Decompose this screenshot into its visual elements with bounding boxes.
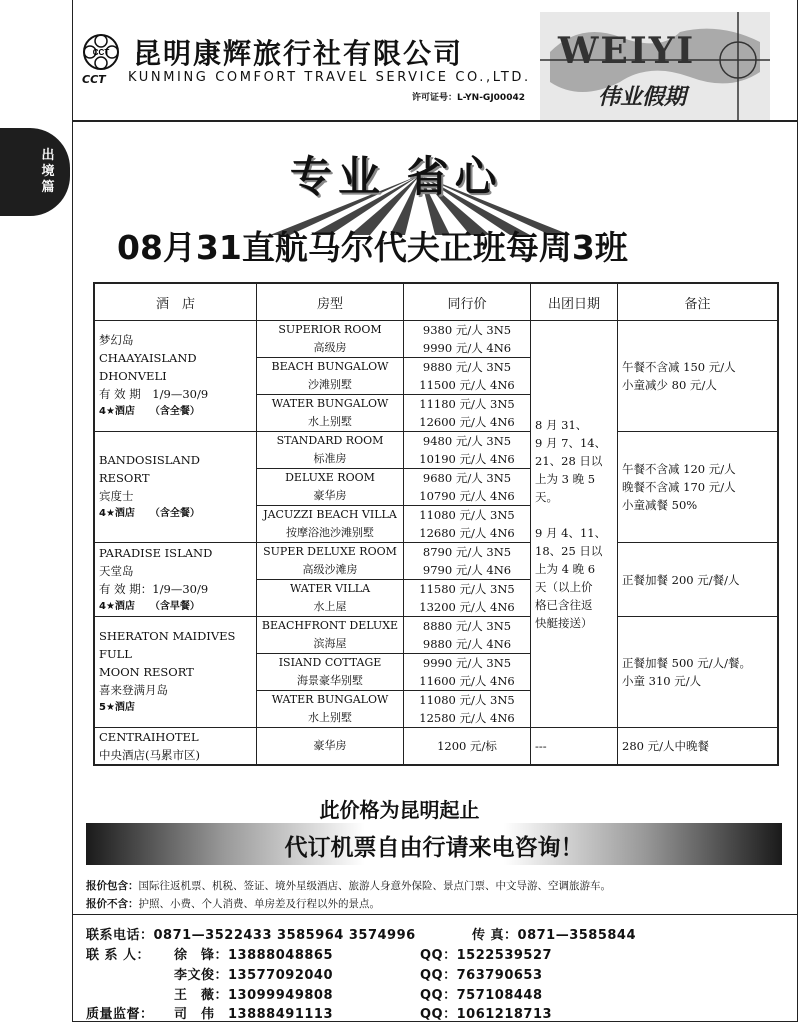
room-cell: 豪华房: [257, 728, 404, 766]
note-cell: 正餐加餐 200 元/餐/人: [618, 543, 779, 617]
col-header-note: 备注: [618, 283, 779, 321]
room-cell: WATER BUNGALOW 水上别墅: [257, 395, 404, 432]
table-row: [94, 321, 778, 358]
hotel-star: 4★酒店 （含全餐）: [99, 508, 200, 519]
table-header-row: [94, 283, 778, 321]
table-row: [94, 543, 778, 580]
departure-date-cell: ---: [531, 728, 618, 766]
price-cell: 11180 元/人 3N5 12600 元/人 4N6: [404, 395, 531, 432]
note-cell: 正餐加餐 500 元/人/餐。 小童 310 元/人: [618, 617, 779, 728]
side-tab-label: 出境篇: [41, 148, 55, 195]
hotel-name-en: PARADISE ISLAND: [99, 545, 213, 560]
side-tab: [0, 128, 70, 216]
price-cell: 8790 元/人 3N5 9790 元/人 4N6: [404, 543, 531, 580]
hotel-cell: [94, 617, 257, 728]
room-cell: JACUZZI BEACH VILLA 按摩浴池沙滩别墅: [257, 506, 404, 543]
hotel-validity: 有 效 期 1/9—30/9: [99, 387, 209, 401]
hotel-name-cn: 喜来登满月岛: [99, 683, 168, 697]
contact-name: 司 伟 13888491113: [174, 1007, 333, 1022]
hotel-name-en: CHAAYAISLAND DHONVELI: [99, 351, 197, 383]
hotel-cell: [94, 432, 257, 543]
banner: [86, 823, 782, 865]
hotel-name-en: SHERATON MAIDIVES FULL: [99, 629, 236, 661]
contact-name: 徐 锋：13888048865: [174, 948, 333, 963]
room-cell: SUPER DELUXE ROOM 高级沙滩房: [257, 543, 404, 580]
price-cell: 11580 元/人 3N5 13200 元/人 4N6: [404, 580, 531, 617]
note-cell: 午餐不含减 120 元/人 晚餐不含减 170 元/人 小童减餐 50%: [618, 432, 779, 543]
contact-qq: QQ：1061218713: [420, 1007, 553, 1022]
hotel-name-cn: 梦幻岛: [99, 333, 134, 347]
note-cell: 午餐不含减 150 元/人 小童减少 80 元/人: [618, 321, 779, 432]
logo-text: CCT: [82, 73, 106, 86]
room-cell: WATER BUNGALOW 水上别墅: [257, 691, 404, 728]
svg-text:CCT: CCT: [92, 48, 110, 57]
hotel-name-cn: 天堂岛: [99, 563, 134, 578]
contact-label: 联 系 人：: [86, 948, 151, 963]
price-cell: 1200 元/标: [404, 728, 531, 766]
hotel-cell: [94, 543, 257, 617]
header-divider: [72, 120, 798, 122]
room-cell: BEACH BUNGALOW 沙滩别墅: [257, 358, 404, 395]
note-cell: 280 元/人中晚餐: [618, 728, 779, 766]
price-cell: 9480 元/人 3N5 10190 元/人 4N6: [404, 432, 531, 469]
brand-logo-cn: 伟业假期: [598, 85, 687, 110]
price-cell: 11080 元/人 3N5 12580 元/人 4N6: [404, 691, 531, 728]
cct-logo-icon: [82, 33, 120, 71]
hotel-name-cn: 中央酒店(马累市区): [99, 748, 200, 762]
departure-dates-cell: 8 月 31、 9 月 7、14、 21、28 日以 上为 3 晚 5 天。 9 月 4、11、 18、25 日以 上为 4 晚 6 天（以上价 格已含往返 快艇接送）: [531, 321, 618, 728]
price-cell: 11080 元/人 3N5 12680 元/人 4N6: [404, 506, 531, 543]
headline: 08月31直航马尔代夫正班每周3班: [117, 228, 628, 267]
room-cell: DELUXE ROOM 豪华房: [257, 469, 404, 506]
room-cell: STANDARD ROOM 标准房: [257, 432, 404, 469]
table-row: [94, 617, 778, 654]
col-header-hotel: 酒 店: [94, 283, 257, 321]
contact-qq: QQ：1522539527: [420, 948, 553, 963]
room-cell: BEACHFRONT DELUXE 滨海屋: [257, 617, 404, 654]
hotel-validity: 有 效 期：1/9—30/9: [99, 581, 209, 596]
hotel-star: 4★酒店 （含全餐）: [99, 406, 200, 417]
hotel-name-en-2: MOON RESORT: [99, 665, 194, 679]
price-cell: 8880 元/人 3N5 9880 元/人 4N6: [404, 617, 531, 654]
brand-logo-en: WEIYI: [558, 30, 696, 72]
license-number: 许可证号：L-YN-GJ00042: [412, 93, 525, 103]
col-header-date: 出团日期: [531, 283, 618, 321]
table-row: [94, 728, 778, 766]
company-name-en: KUNMING COMFORT TRAVEL SERVICE CO.,LTD.: [128, 70, 531, 85]
hotel-cell: [94, 321, 257, 432]
hotel-star: 5★酒店: [99, 702, 135, 713]
departure-note: 此价格为昆明起止: [319, 798, 480, 822]
excludes-line: 报价不含：护照、小费、个人消费、单房差及行程以外的景点。: [86, 898, 380, 910]
contact-qq: QQ：757108448: [420, 988, 543, 1003]
contact-fax: 传 真：0871—3585844: [472, 928, 637, 943]
col-header-price: 同行价: [404, 283, 531, 321]
col-header-room: 房型: [257, 283, 404, 321]
room-cell: ISIAND COTTAGE 海景豪华别墅: [257, 654, 404, 691]
price-cell: 9380 元/人 3N5 9990 元/人 4N6: [404, 321, 531, 358]
quality-label: 质量监督：: [86, 1007, 154, 1022]
contact-name: 李文俊：13577092040: [174, 968, 333, 983]
banner-text: 代订机票自由行请来电咨询！: [284, 835, 584, 861]
slogan: 专业 省心: [290, 152, 503, 201]
hotel-name-en: CENTRAIHOTEL: [99, 730, 199, 744]
contact-phone: 联系电话：0871—3522433 3585964 3574996: [86, 928, 416, 943]
company-name-cn: 昆明康辉旅行社有限公司: [133, 37, 464, 70]
contact-divider: [72, 914, 798, 915]
table-row: [94, 432, 778, 469]
hotel-name-en: BANDOSISLAND RESORT: [99, 453, 200, 485]
hotel-name-cn: 宾度士: [99, 489, 134, 503]
price-cell: 9880 元/人 3N5 11500 元/人 4N6: [404, 358, 531, 395]
contact-name: 王 薇：13099949808: [174, 988, 333, 1003]
room-cell: SUPERIOR ROOM 高级房: [257, 321, 404, 358]
contact-qq: QQ：763790653: [420, 968, 543, 983]
room-cell: WATER VILLA 水上屋: [257, 580, 404, 617]
hotel-cell: [94, 728, 257, 766]
price-cell: 9990 元/人 3N5 11600 元/人 4N6: [404, 654, 531, 691]
includes-line: 报价包含：国际往返机票、机税、签证、境外星级酒店、旅游人身意外保险、景点门票、中文导游、空调旅游车。: [86, 880, 611, 892]
price-cell: 9680 元/人 3N5 10790 元/人 4N6: [404, 469, 531, 506]
price-table: [93, 282, 779, 766]
hotel-star: 4★酒店 （含早餐）: [99, 600, 200, 612]
